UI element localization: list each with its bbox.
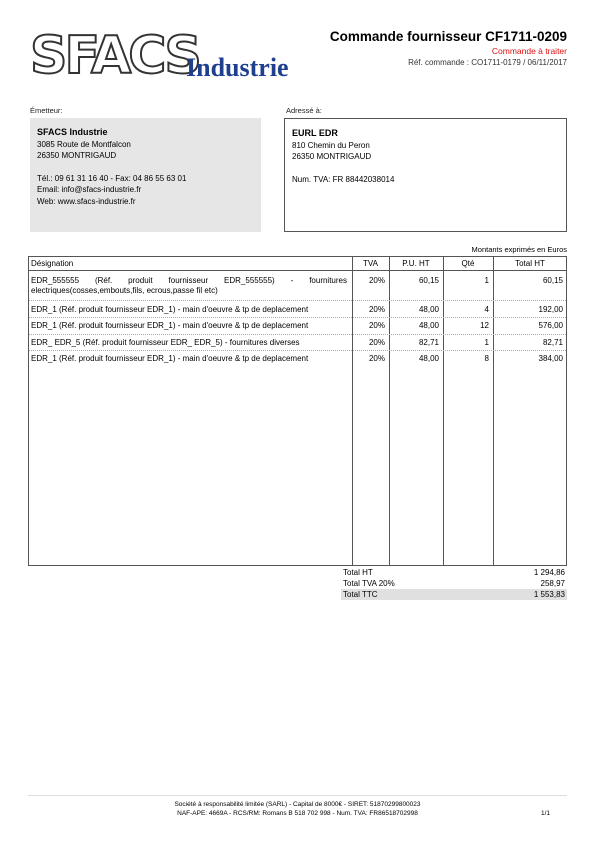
- row-tva: 20%: [368, 321, 385, 330]
- logo-wordmark: SFACS: [30, 26, 199, 86]
- column-divider: [493, 256, 494, 566]
- row-total: 384,00: [538, 354, 563, 363]
- row-total: 576,00: [538, 321, 563, 330]
- row-tva: 20%: [368, 338, 385, 347]
- row-total: 60,15: [542, 276, 563, 285]
- row-tva: 20%: [368, 305, 385, 314]
- row-unit-price: 48,00: [418, 321, 439, 330]
- sender-label: Émetteur:: [30, 106, 63, 115]
- sender-name: SFACS Industrie: [37, 127, 108, 137]
- sender-phone: Tél.: 09 61 31 16 40 - Fax: 04 86 55 63 01: [37, 173, 187, 183]
- recipient-vat: Num. TVA: FR 88442038014: [292, 174, 395, 184]
- page-number: 1/1: [540, 810, 550, 817]
- sender-address-line2: 26350 MONTRIGAUD: [37, 151, 117, 160]
- total-ht-label: Total HT: [343, 568, 373, 577]
- header-tva: TVA: [363, 259, 378, 268]
- row-quantity: 12: [480, 321, 489, 330]
- row-quantity: 1: [484, 276, 489, 285]
- row-designation: EDR_1 (Réf. produit fournisseur EDR_1) - main d'oeuvre & tp de deplacement: [31, 321, 309, 330]
- recipient-address-line2: 26350 MONTRIGAUD: [292, 152, 372, 161]
- sender-web: Web: www.sfacs-industrie.fr: [37, 196, 136, 206]
- row-tva: 20%: [368, 276, 385, 285]
- sender-address-line1: 3085 Route de Montfalcon: [37, 139, 131, 149]
- order-status: Commande à traiter: [491, 46, 567, 56]
- footer-legal-line2: NAF-APE: 4669A - RCS/RM: Romans B 518 702 998 - Num. TVA: FR86518702998: [177, 810, 418, 817]
- column-divider: [389, 256, 390, 566]
- row-total: 192,00: [538, 305, 563, 314]
- row-unit-price: 82,71: [418, 338, 439, 347]
- total-ttc-value: 1 553,83: [533, 590, 565, 599]
- row-unit-price: 48,00: [418, 354, 439, 363]
- row-tva: 20%: [368, 354, 385, 363]
- sender-email: Email: info@sfacs-industrie.fr: [37, 185, 142, 194]
- header-quantity: Qté: [461, 259, 475, 268]
- order-reference: Réf. commande : CO1711-0179 / 06/11/2017: [408, 58, 567, 67]
- total-tva-row: [341, 578, 567, 589]
- company-logo: [30, 26, 320, 86]
- row-designation: EDR_555555 (Réf. produit fournisseur EDR_555555) - fournitures electriques(cosses,embouts,fils, ecrous,passe fil etc): [31, 276, 347, 295]
- row-quantity: 4: [484, 305, 489, 314]
- total-ttc-label: Total TTC: [343, 590, 378, 599]
- total-ht-value: 1 294,86: [533, 568, 565, 577]
- total-ttc-row: [341, 589, 567, 600]
- currency-note: Montants exprimés en Euros: [471, 245, 567, 254]
- footer-divider: [28, 795, 567, 796]
- header-unit-price: P.U. HT: [402, 259, 430, 268]
- row-quantity: 1: [484, 338, 489, 347]
- row-separator: [29, 350, 566, 351]
- sender-box: [30, 118, 261, 232]
- row-unit-price: 48,00: [418, 305, 439, 314]
- recipient-address-line1: 810 Chemin du Peron: [292, 140, 370, 150]
- row-designation: EDR_1 (Réf. produit fournisseur EDR_1) - main d'oeuvre & tp de deplacement: [31, 305, 309, 314]
- document-title: Commande fournisseur CF1711-0209: [329, 29, 567, 44]
- logo-subtitle: Industrie: [186, 53, 289, 82]
- row-designation: EDR_ EDR_5 (Réf. produit fournisseur EDR_ EDR_5) - fournitures diverses: [31, 338, 300, 347]
- total-tva-label: Total TVA 20%: [343, 579, 395, 588]
- items-table: [28, 256, 567, 566]
- column-divider: [443, 256, 444, 566]
- header-designation: Désignation: [31, 259, 74, 268]
- total-tva-value: 258,97: [540, 579, 565, 588]
- row-designation: EDR_1 (Réf. produit fournisseur EDR_1) - main d'oeuvre & tp de deplacement: [31, 354, 309, 363]
- recipient-box: [284, 118, 567, 232]
- row-total: 82,71: [542, 338, 563, 347]
- row-separator: [29, 317, 566, 318]
- row-separator: [29, 334, 566, 335]
- row-quantity: 8: [484, 354, 489, 363]
- total-ht-row: [341, 567, 567, 578]
- row-separator: [29, 300, 566, 301]
- column-divider: [352, 256, 353, 566]
- recipient-label: Adressé à:: [286, 106, 322, 115]
- header-total: Total HT: [515, 259, 545, 268]
- row-unit-price: 60,15: [418, 276, 439, 285]
- recipient-name: EURL EDR: [292, 128, 338, 138]
- footer-legal-line1: Société à responsabilité limitée (SARL) - Capital de 8000€ - SIRET: 51870299800023: [174, 801, 421, 808]
